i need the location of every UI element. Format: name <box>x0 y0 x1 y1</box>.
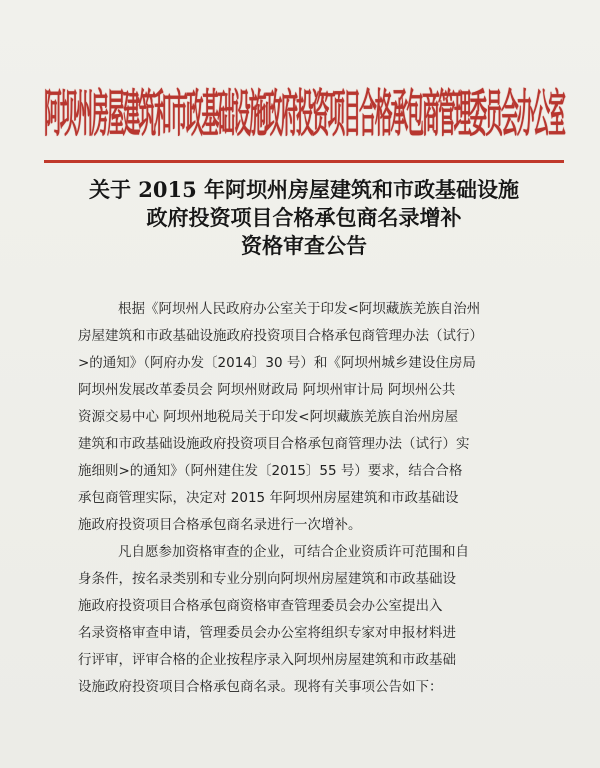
paragraph-line: 名录资格审查申请，管理委员会办公室将组织专家对申报材料进 <box>78 625 456 641</box>
paragraph-basis <box>78 296 558 539</box>
paragraph-line: 资源交易中心 阿坝州地税局关于印发<阿坝藏族羌族自治州房屋 <box>78 409 459 425</box>
paragraph-application <box>78 539 558 701</box>
paragraph-line: 身条件，按名录类别和专业分别向阿坝州房屋建筑和市政基础设 <box>78 571 456 587</box>
paragraph-line: 根据《阿坝州人民政府办公室关于印发<阿坝藏族羌族自治州 <box>118 301 481 317</box>
paragraph-line: 施政府投资项目合格承包商名录进行一次增补。 <box>78 517 362 533</box>
letterhead-org-name: 阿坝州房屋建筑和市政基础设施政府投资项目合格承包商管理委员会办公室 <box>44 82 565 143</box>
paragraph-line: >的通知》（阿府办发〔2014〕30 号）和《阿坝州城乡建设住房局 <box>78 355 476 371</box>
paragraph-line: 阿坝州发展改革委员会 阿坝州财政局 阿坝州审计局 阿坝州公共 <box>78 382 456 398</box>
paragraph-line: 行评审，评审合格的企业按程序录入阿坝州房屋建筑和市政基础 <box>78 652 456 668</box>
notice-title-line: 关于 2015 年阿坝州房屋建筑和市政基础设施 <box>88 177 520 202</box>
paragraph-line: 设施政府投资项目合格承包商名录。现将有关事项公告如下： <box>78 679 443 695</box>
paragraph-line: 承包商管理实际，决定对 2015 年阿坝州房屋建筑和市政基础设 <box>78 490 459 506</box>
paragraph-line: 房屋建筑和市政基础设施政府投资项目合格承包商管理办法（试行） <box>78 328 483 344</box>
notice-title-line: 资格审查公告 <box>241 233 367 258</box>
notice-body <box>78 296 558 701</box>
notice-title <box>40 176 568 260</box>
letterhead-red-rule <box>44 160 564 163</box>
paragraph-line: 凡自愿参加资格审查的企业，可结合企业资质许可范围和自 <box>118 544 469 560</box>
notice-title-line: 政府投资项目合格承包商名录增补 <box>146 205 462 230</box>
paragraph-line: 建筑和市政基础设施政府投资项目合格承包商管理办法（试行）实 <box>78 436 470 452</box>
paragraph-line: 施政府投资项目合格承包商资格审查管理委员会办公室提出入 <box>78 598 443 614</box>
paragraph-line: 施细则>的通知》（阿州建住发〔2015〕55 号）要求，结合合格 <box>78 463 463 479</box>
